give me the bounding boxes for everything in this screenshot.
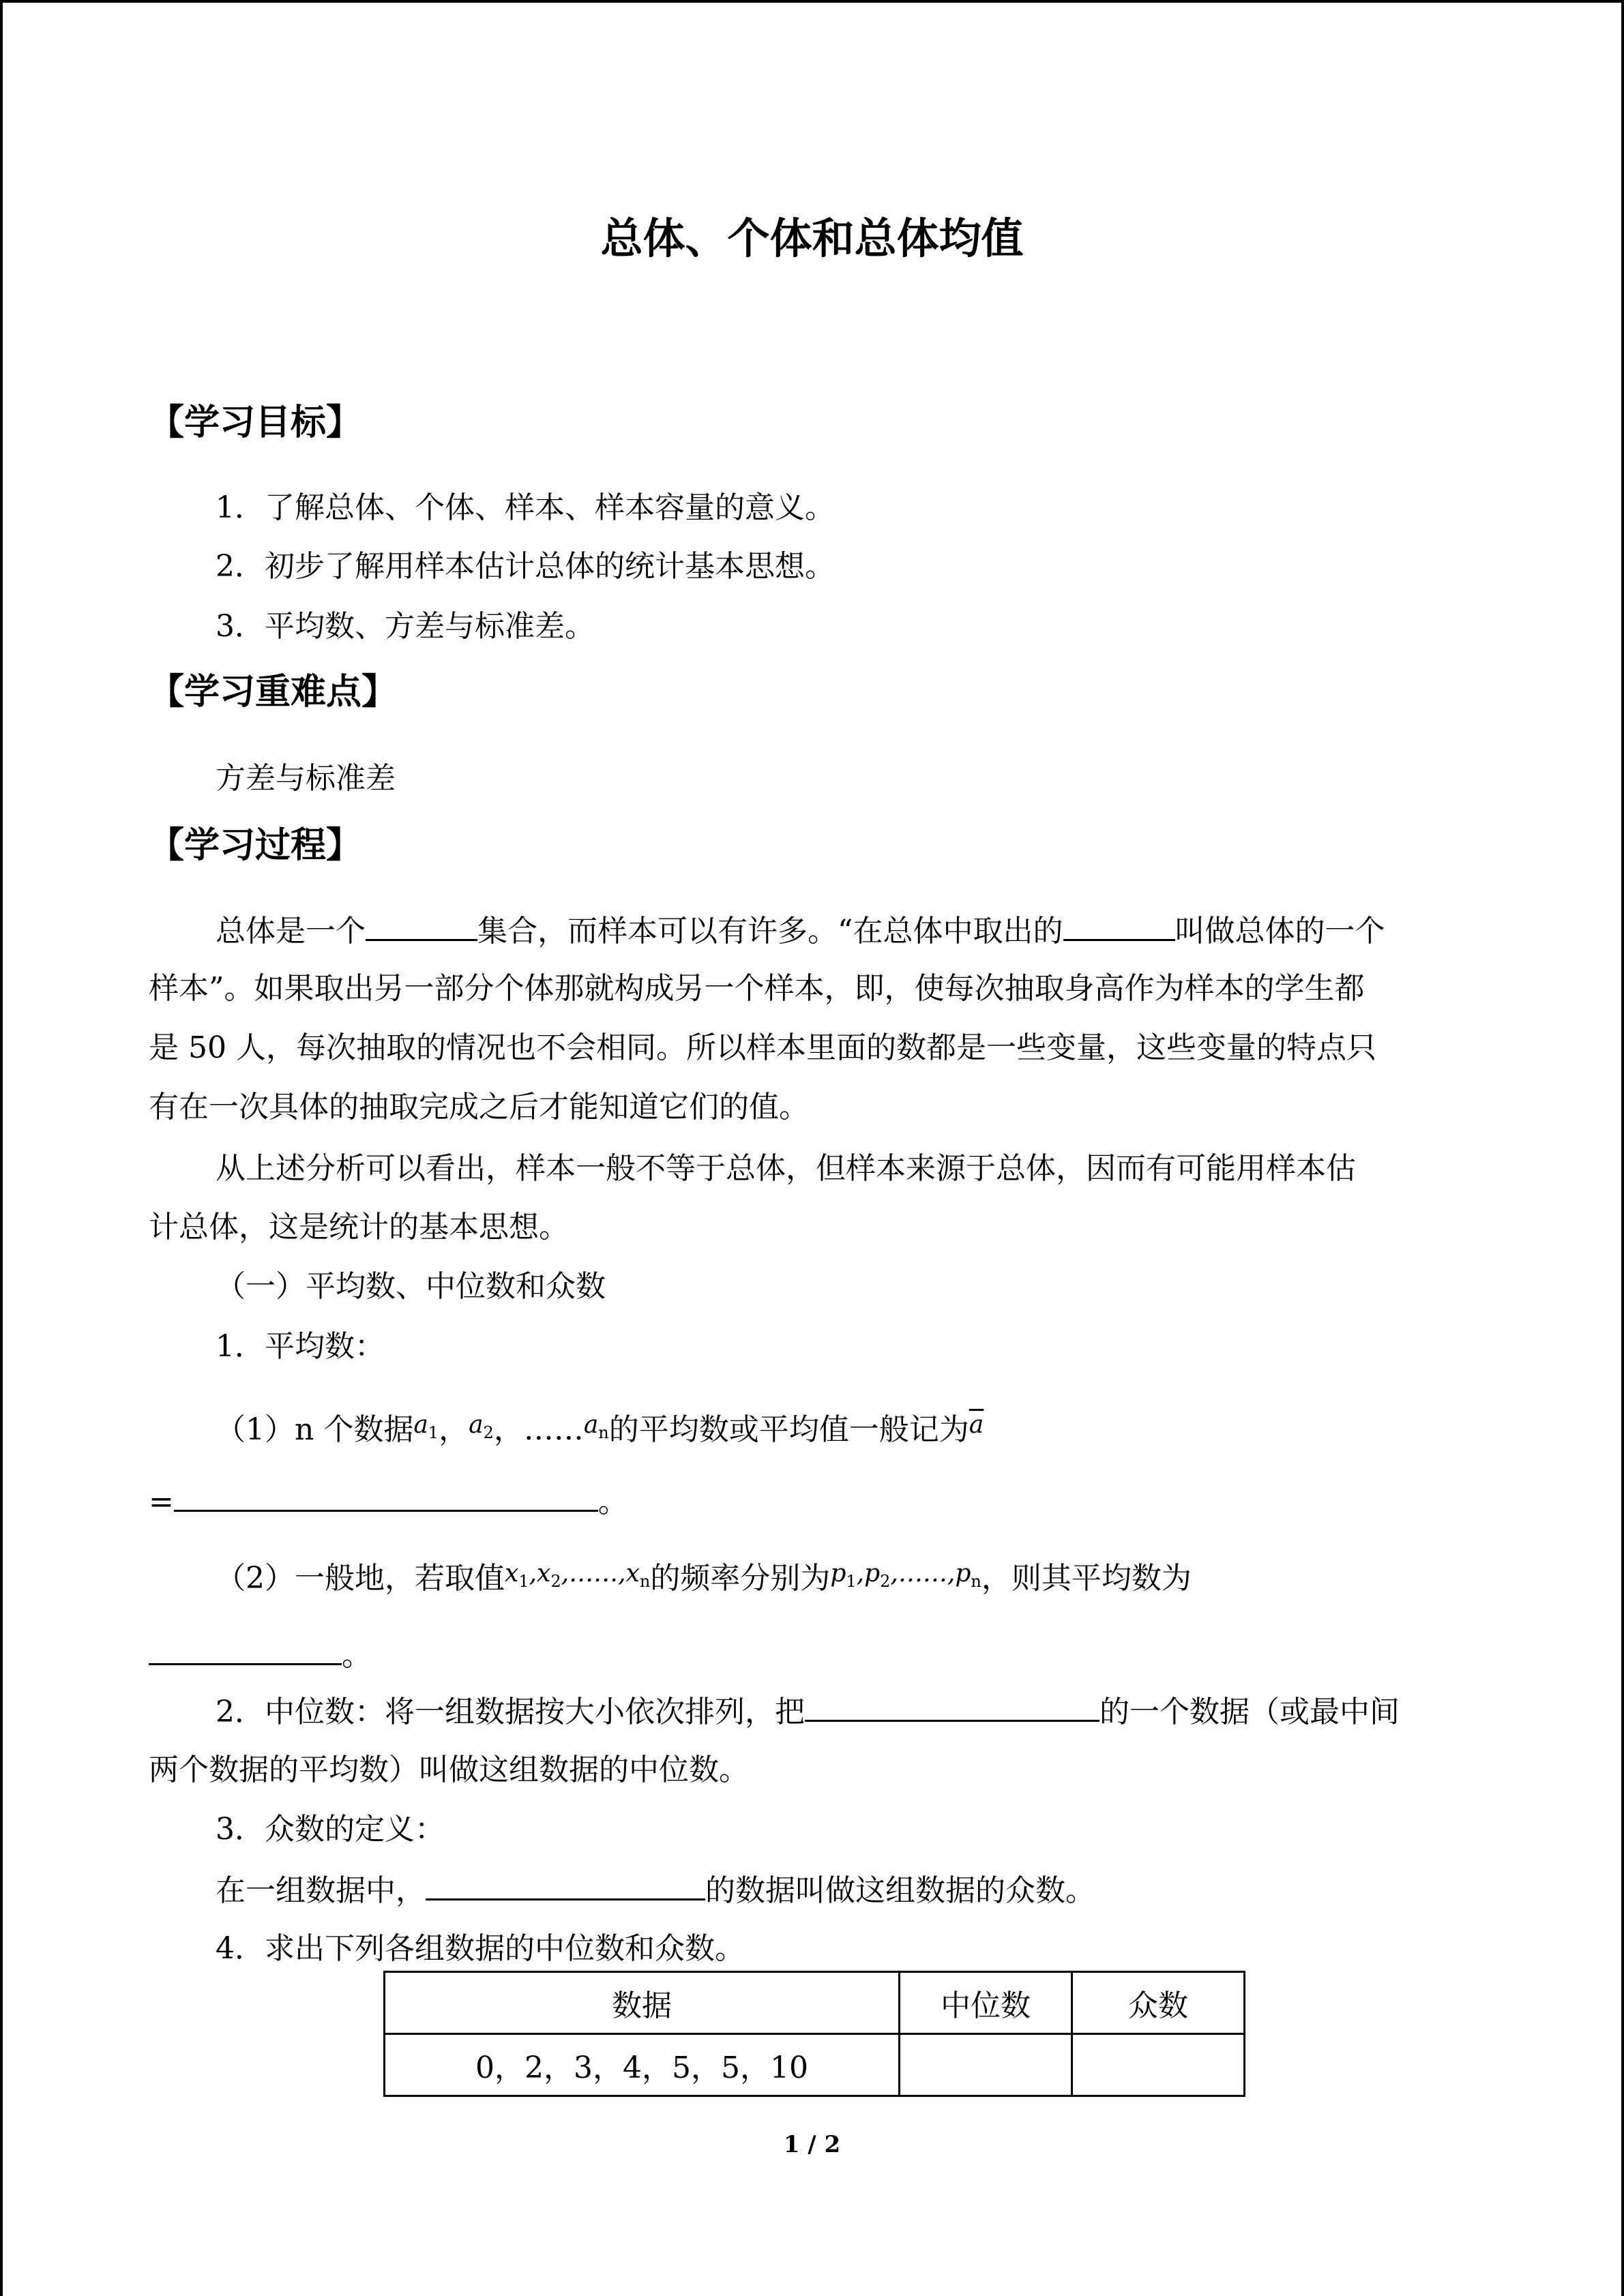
mean-1-sep-2: ， [493,1412,524,1447]
objectives-heading: 【学习目标】 [149,402,362,443]
mean-2-text-b: 的频率分别为 [650,1561,831,1596]
table-cell-data: 0，2，3，4，5，5，10 [385,2034,900,2096]
mean-1-eq: = [149,1485,174,1519]
paragraph-1-line-4: 有在一次具体的抽取完成之后才能知道它们的值。 [149,1090,809,1124]
paragraph-1-line-2: 样本”。如果取出另一部分个体那就构成另一个样本，即，使每次抽取身高作为样本的学生都 [149,971,1365,1006]
fill-blank-median[interactable] [805,1690,1099,1722]
mean-2-text-c: ，则其平均数为 [981,1561,1192,1596]
formula-p-seq: p1,p2,……,pn [830,1560,981,1592]
median-definition-line-1 [216,1690,1400,1733]
fill-blank-1[interactable] [366,909,477,941]
median-definition-line-2: 两个数据的平均数）叫做这组数据的中位数。 [149,1753,749,1787]
key-points-text: 方差与标准差 [216,761,396,796]
p1-text-a: 总体是一个 [216,914,366,949]
formula-x-seq: x1,x2,……,xn [505,1560,651,1592]
p1-text-c: 叫做总体的一个 [1175,914,1385,949]
objective-item-2: 2．初步了解用样本估计总体的统计基本思想。 [216,549,835,584]
paragraph-1-line-1 [216,909,1385,952]
table-cell-mode[interactable] [1072,2034,1245,2096]
fill-blank-2[interactable] [1063,909,1175,941]
paragraph-1-line-3: 是 50 人，每次抽取的情况也不会相同。所以样本里面的数都是一些变量，这些变量的特点只 [149,1030,1376,1065]
paragraph-2-line-1: 从上述分析可以看出，样本一般不等于总体，但样本来源于总体，因而有可能用样本估 [216,1151,1356,1186]
objective-item-1: 1．了解总体、个体、样本、样本容量的意义。 [216,490,835,525]
table-header-mode: 众数 [1072,1972,1245,2034]
mean-1-dots: …… [523,1412,584,1447]
objective-item-3: 3．平均数、方差与标准差。 [216,609,595,644]
task-instruction: 4．求出下列各组数据的中位数和众数。 [216,1931,745,1966]
formula-a1: a1 [413,1411,439,1443]
table-header-data: 数据 [385,1972,900,2034]
formula-a2: a2 [469,1411,494,1443]
table-row [385,2034,1245,2096]
paragraph-2-line-2: 计总体，这是统计的基本思想。 [149,1210,569,1244]
fill-blank-mode[interactable] [426,1868,705,1900]
mean-2-text-a: （2）一般地，若取值 [216,1561,505,1596]
data-table [383,1971,1245,2097]
table-header-median: 中位数 [900,1972,1072,2034]
mode-heading: 3．众数的定义： [216,1812,445,1847]
mode-definition [216,1868,1095,1911]
mean-definition-1 [216,1405,984,1453]
mean-definition-2 [216,1553,1192,1602]
mode-text-b: 的数据叫做这组数据的众数。 [705,1873,1095,1908]
fill-blank-mean-1[interactable] [174,1480,598,1512]
mean-heading: 1．平均数： [216,1329,385,1364]
process-heading: 【学习过程】 [149,825,362,866]
table-header-row [385,1972,1245,2034]
mode-text-a: 在一组数据中， [216,1873,426,1908]
mean-1-period: 。 [597,1485,628,1519]
key-points-heading: 【学习重难点】 [149,672,398,713]
mean-1-answer-line [149,1480,628,1523]
p1-text-b: 集合，而样本可以有许多。“在总体中取出的 [477,914,1063,949]
mean-1-text-b: 的平均数或平均值一般记为 [608,1412,969,1447]
mean-2-period: 。 [342,1638,372,1673]
fill-blank-mean-2[interactable] [149,1633,342,1665]
mean-2-answer-line [149,1633,372,1676]
page-number: 1 / 2 [783,2131,841,2158]
formula-an: an [583,1411,609,1443]
median-text-b: 的一个数据（或最中间 [1099,1695,1400,1729]
mean-1-text-a: （1）n 个数据 [216,1412,414,1447]
formula-a-bar: a [969,1411,984,1439]
table-cell-median[interactable] [900,2034,1072,2096]
median-text-a: 2．中位数：将一组数据按大小依次排列，把 [216,1695,805,1729]
subsection-1-title: （一）平均数、中位数和众数 [216,1269,606,1304]
mean-1-sep-1: ， [439,1412,469,1447]
page-title: 总体、个体和总体均值 [600,213,1024,263]
